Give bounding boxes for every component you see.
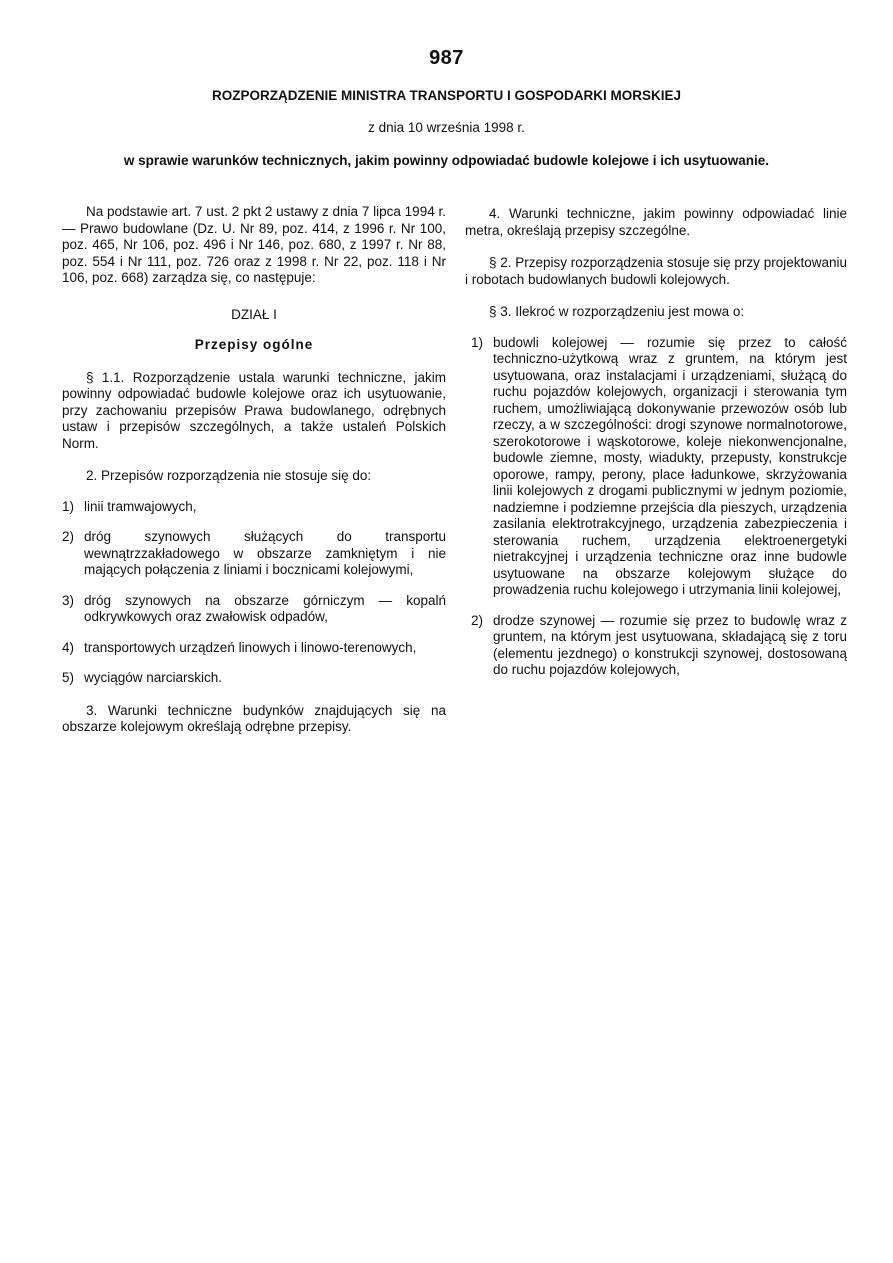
left-column — [62, 204, 446, 736]
list-item-number: 1) — [62, 498, 75, 514]
list-item — [62, 529, 446, 579]
preamble: Na podstawie art. 7 ust. 2 pkt 2 ustawy z dnia 7 lipca 1994 r. — Prawo budowlane (Dz. U. Nr 89, poz. 414, z 1996 r. Nr 100, poz. 465, Nr 106, poz. 496 i Nr 146, poz. 680, z 1997 r. Nr 88, poz. 554 i Nr 111, poz. 726 oraz z 1998 r. Nr 22, poz. 118 i Nr 106, poz. 668) zarządza się, co następuje: — [62, 204, 446, 285]
act-date: z dnia 10 września 1998 r. — [368, 120, 525, 135]
paragraph-1-4: 4. Warunki techniczne, jakim powinny odpowiadać linie metra, określają przepisy szczególne. — [465, 206, 847, 238]
page-number: 987 — [429, 47, 464, 69]
section-subheading: Przepisy ogólne — [194, 337, 314, 352]
list-item-text: dróg szynowych służących do transportu wewnątrzzakładowego w obszarze zamkniętym i nie mających połączenia z liniami i bocznicami kolejowymi, — [84, 529, 446, 577]
list-item-number: 2) — [62, 529, 75, 544]
definition-item — [471, 613, 847, 679]
definition-text: budowli kolejowej — rozumie się przez to całość techniczno-użytkową wraz z gruntem, na którym jest usytuowana, oraz instalacjami i urządzeniami, służącą do ruchu pojazdów kolejowych, organizacji i sterowania tym ruchem, umożliwiającą dokonywanie przewozów osób lub rzeczy, a w szczególności: drogi szynowe normalnotorowe, szerokotorowe i wąskotorowe, koleje niekonwencjonalne, budowle ziemne, mosty, wiadukty, przepusty, konstrukcje oporowe, rampy, perony, place ładunkowe, skrzyżowania linii kolejowych z drogami publicznymi w jednym poziomie, nadziemne i podziemne przejścia dla pieszych, urządzenia zasilania elektrotrakcyjnego, urządzenia zabezpieczenia i sterowania ruchem, urządzenia elektroenergetyki nietrakcyjnej i urządzenia techniczne oraz inne budowle usytuowane na obszarze kolejowym służące do prowadzenia ruchu kolejowego i utrzymania linii kolejowej, — [493, 334, 847, 597]
list-item — [62, 670, 446, 687]
right-column — [465, 206, 847, 679]
list-item — [62, 499, 446, 516]
act-subject: w sprawie warunków technicznych, jakim powinny odpowiadać budowle kolejowe i ich usytuowanie. — [123, 153, 770, 168]
list-item-text: linii tramwajowych, — [84, 498, 197, 514]
list-item-number: 4) — [62, 639, 75, 655]
paragraph-2: § 2. Przepisy rozporządzenia stosuje się przy projektowaniu i robotach budowlanych budowli kolejowych. — [465, 255, 847, 287]
paragraph-1-3: 3. Warunki techniczne budynków znajdujących się na obszarze kolejowym określają odrębne przepisy. — [62, 702, 446, 734]
list-item-number: 3) — [62, 592, 75, 608]
definition-text: drodze szynowej — rozumie się przez to budowlę wraz z gruntem, na którym jest usytuowana, składającą się z toru (elementu jezdnego) o konstrukcji szynowej, dostosowaną do ruchu pojazdów kolejowych, — [493, 612, 847, 677]
paragraph-1-1: § 1.1. Rozporządzenie ustala warunki techniczne, jakim powinny odpowiadać budowle kolejowe oraz ich usytuowanie, przy zachowaniu przepisów Prawa budowlanego, odrębnych ustaw i przepisów szczególnych, a także ustaleń Polskich Norm. — [62, 369, 446, 451]
list-item-text: wyciągów narciarskich. — [84, 670, 223, 685]
list-item-number: 5) — [62, 670, 75, 685]
list-item-text: dróg szynowych na obszarze górniczym — kopalń odkrywkowych oraz zwałowisk odpadów, — [84, 592, 446, 624]
list-item-text: transportowych urządzeń linowych i linowo-terenowych, — [84, 639, 417, 655]
section-heading: DZIAŁ I — [231, 306, 277, 322]
list-item — [62, 593, 446, 626]
paragraph-3: § 3. Ilekroć w rozporządzeniu jest mowa o: — [489, 304, 745, 319]
list-item — [62, 640, 446, 657]
paragraph-1-2: 2. Przepisów rozporządzenia nie stosuje się do: — [86, 468, 372, 483]
definition-item — [471, 335, 847, 599]
act-title: ROZPORZĄDZENIE MINISTRA TRANSPORTU I GOSPODARKI MORSKIEJ — [211, 88, 682, 103]
definition-number: 2) — [471, 612, 484, 628]
definition-number: 1) — [471, 334, 484, 350]
